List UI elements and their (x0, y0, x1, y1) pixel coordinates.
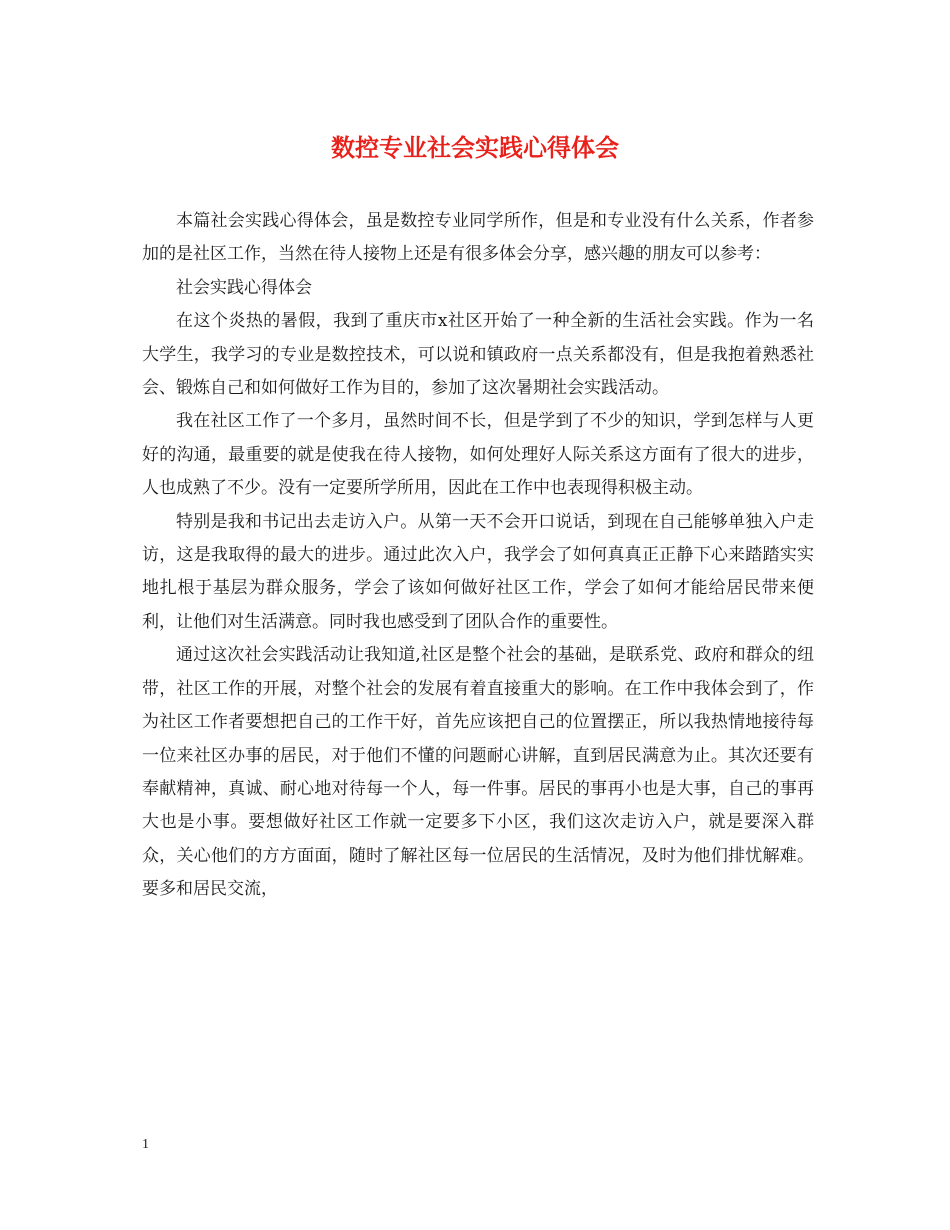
document-body (142, 205, 814, 907)
body-paragraph: 我在社区工作了一个多月，虽然时间不长，但是学到了不少的知识，学到怎样与人更好的沟通，最重要的就是使我在待人接物，如何处理好人际关系这方面有了很大的进步，人也成熟了不少。没有一定要所学所用，因此在工作中也表现得积极主动。 (142, 411, 814, 499)
section-heading: 社会实践心得体会 (176, 277, 312, 298)
body-paragraph: 特别是我和书记出去走访入户。从第一天不会开口说话，到现在自己能够单独入户走访，这是我取得的最大的进步。通过此次入户，我学会了如何真真正正静下心来踏踏实实地扎根于基层为群众服务，学会了该如何做好社区工作，学会了如何才能给居民带来便利，让他们对生活满意。同时我也感受到了团队合作的重要性。 (142, 511, 814, 632)
document-title: 数控专业社会实践心得体会 (331, 133, 619, 162)
intro-paragraph: 本篇社会实践心得体会，虽是数控专业同学所作，但是和专业没有什么关系，作者参加的是社区工作，当然在待人接物上还是有很多体会分享，感兴趣的朋友可以参考： (142, 211, 814, 265)
body-paragraph: 通过这次社会实践活动让我知道,社区是整个社会的基础，是联系党、政府和群众的纽带，社区工作的开展，对整个社会的发展有着直接重大的影响。在工作中我体会到了，作为社区工作者要想把自己的工作干好，首先应该把自己的位置摆正，所以我热情地接待每一位来社区办事的居民，对于他们不懂的问题耐心讲解，直到居民满意为止。其次还要有奉献精神，真诚、耐心地对待每一个人，每一件事。居民的事再小也是大事，自己的事再大也是小事。要想做好社区工作就一定要多下小区，我们这次走访入户，就是要深入群众，关心他们的方方面面，随时了解社区每一位居民的生活情况，及时为他们排忧解难。要多和居民交流， (142, 645, 814, 900)
body-paragraph: 在这个炎热的暑假，我到了重庆市x社区开始了一种全新的生活社会实践。作为一名大学生，我学习的专业是数控技术，可以说和镇政府一点关系都没有，但是我抱着熟悉社会、锻炼自己和如何做好工作为目的，参加了这次暑期社会实践活动。 (142, 311, 814, 399)
page-number: 1 (142, 1137, 149, 1152)
